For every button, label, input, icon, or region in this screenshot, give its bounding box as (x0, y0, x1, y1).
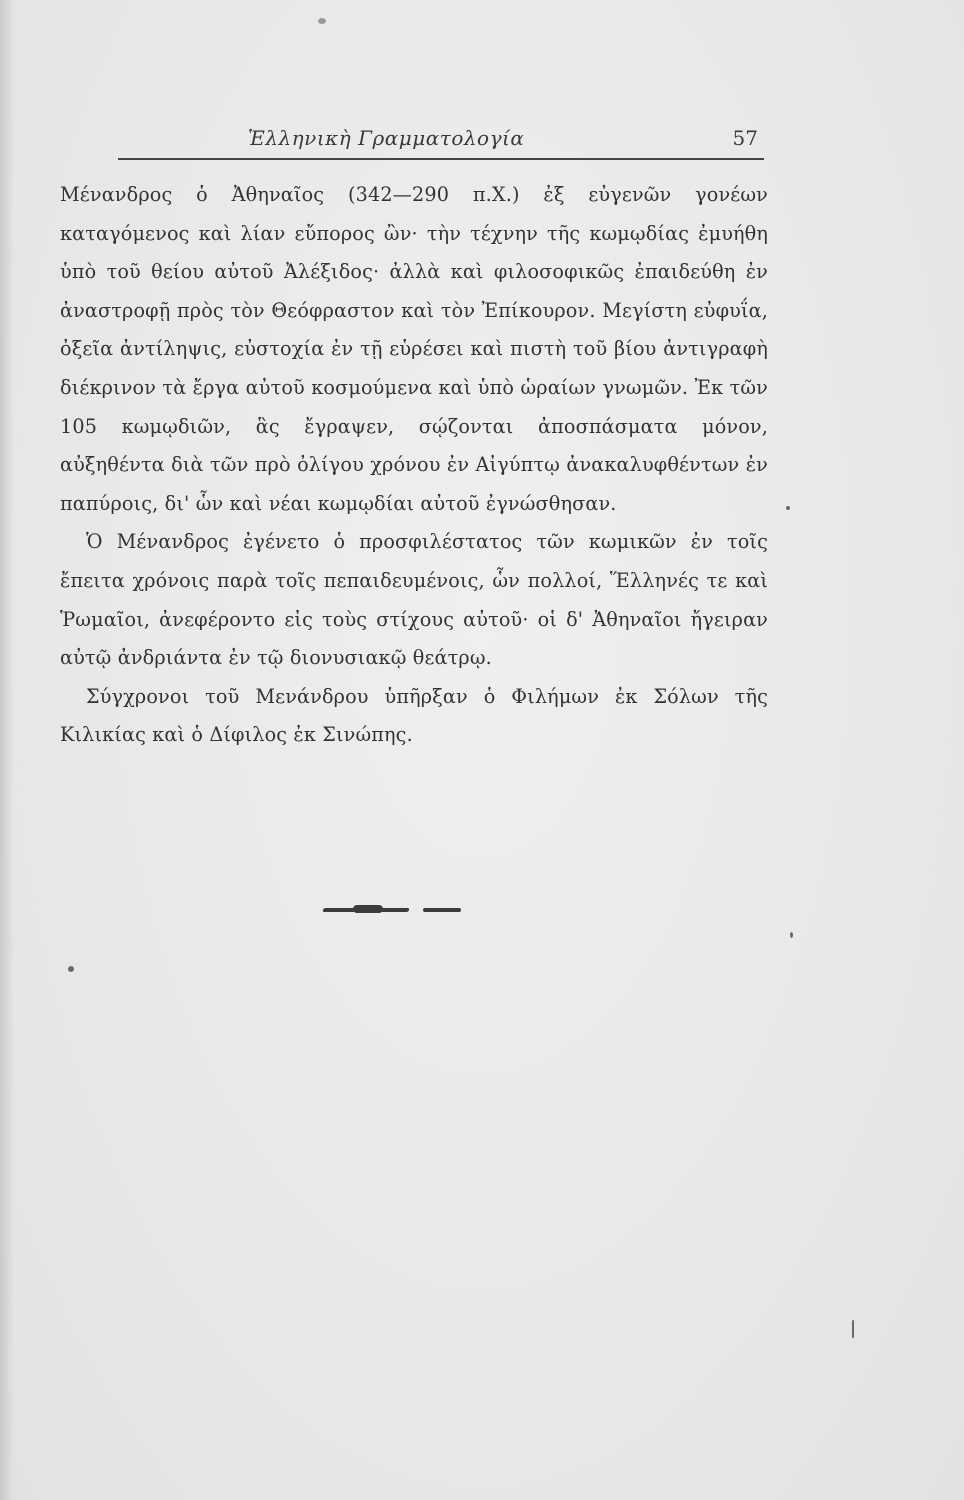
paper-speck (790, 932, 793, 938)
section-end-ornament (323, 903, 463, 917)
page-edge-shadow (0, 0, 14, 1500)
page-number: 57 (732, 126, 758, 150)
page-header (118, 122, 764, 160)
paper-speck (852, 1320, 854, 1338)
paper-speck (68, 966, 74, 972)
ornament-flourish (353, 905, 383, 913)
paragraph-menander-legacy: Ὁ Μένανδρος ἐγένετο ὁ προσφιλέστατος τῶν κωμικῶν ἐν τοῖς ἔπειτα χρόνοις παρὰ τοῖς πεπαιδευμένοις, ὧν πολλοί, Ἕλληνές τε καὶ Ῥωμαῖοι, ἀνεφέροντο εἰς τοὺς στίχους αὐτοῦ· οἱ δ' Ἀθηναῖοι ἤγειραν αὐτῷ ἀνδριάντα ἐν τῷ διονυσιακῷ θεάτρῳ. (60, 530, 768, 670)
paper-speck (786, 506, 790, 510)
body-text (60, 176, 768, 755)
header-rule (118, 158, 764, 160)
paragraph-contemporaries: Σύγχρονοι τοῦ Μενάνδρου ὑπῆρξαν ὁ Φιλήμων ἐκ Σόλων τῆς Κιλικίας καὶ ὁ Δίφιλος ἐκ Σινώπης. (60, 684, 768, 747)
ornament-stroke-right (423, 908, 461, 912)
paper-speck (318, 18, 326, 24)
paragraph-menander-bio: Μένανδρος ὁ Ἀθηναῖος (342—290 π.Χ.) ἐξ εὐγενῶν γονέων καταγόμενος καὶ λίαν εὔπορος ὢν· τὴν τέχνην τῆς κωμῳδίας ἐμυήθη ὑπὸ τοῦ θείου αὐτοῦ Ἀλέξιδος· ἀλλὰ καὶ φιλοσοφικῶς ἐπαιδεύθη ἐν ἀναστροφῇ πρὸς τὸν Θεόφραστον καὶ τὸν Ἐπίκουρον. Μεγίστη εὐφυΐα, ὀξεῖα ἀντίληψις, εὐστοχία ἐν τῇ εὑρέσει καὶ πιστὴ τοῦ βίου ἀντιγραφὴ διέκρινον τὰ ἔργα αὐτοῦ κοσμούμενα καὶ ὑπὸ ὡραίων γνωμῶν. Ἐκ τῶν 105 κωμῳδιῶν, ἃς ἔγραψεν, σῴζονται ἀποσπάσματα μόνον, αὐξηθέντα διὰ τῶν πρὸ ὀλίγου χρόνου ἐν Αἰγύπτῳ ἀνακαλυφθέντων ἐν παπύροις, δι' ὧν καὶ νέαι κωμῳδίαι αὐτοῦ ἐγνώσθησαν. (60, 183, 768, 515)
running-title: Ἑλληνικὴ Γραμματολογία (248, 126, 525, 150)
